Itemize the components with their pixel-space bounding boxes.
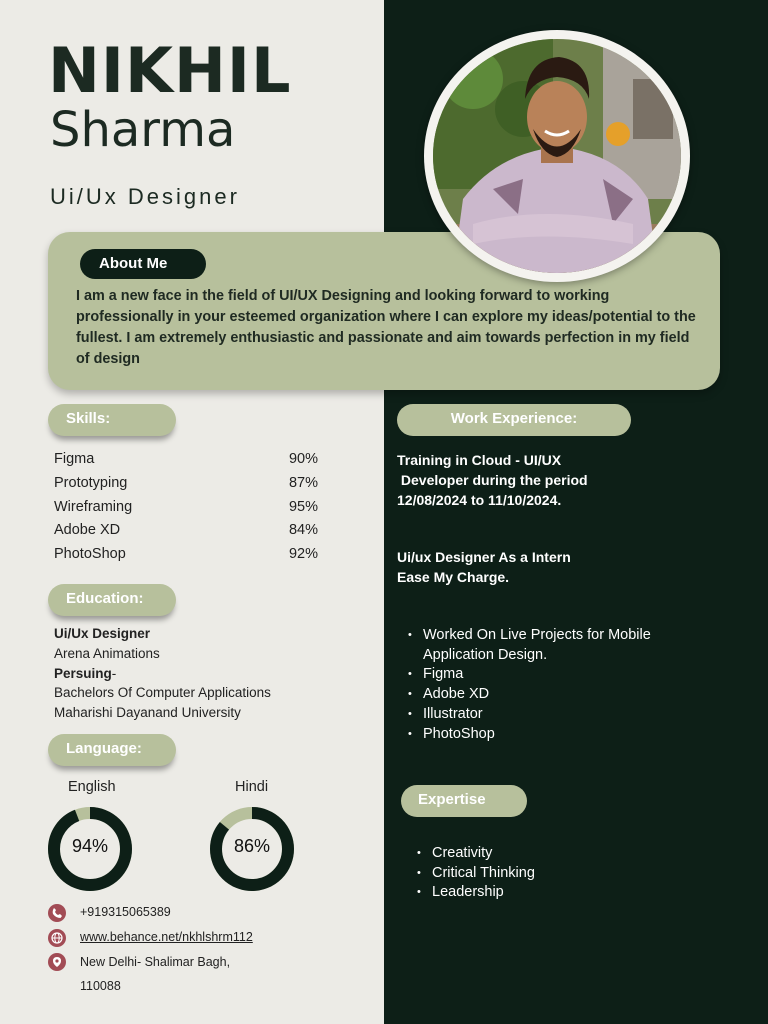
expertise-item: • Creativity — [417, 844, 535, 864]
profile-photo-frame — [424, 30, 690, 282]
job-title: Ui/Ux Designer — [50, 184, 240, 209]
phone-number: +919315065389 — [80, 905, 171, 919]
expertise-item: • Critical Thinking — [417, 864, 535, 884]
work-entry-2 — [397, 547, 571, 587]
education-heading: Education: — [48, 584, 176, 616]
education-degree: Bachelors Of Computer Applications — [54, 685, 271, 700]
skill-name: Prototyping — [54, 475, 128, 491]
language-name-hindi: Hindi — [235, 779, 269, 795]
skill-name: Adobe XD — [54, 522, 121, 538]
about-me-text: I am a new face in the field of UI/UX Designing and looking forward to working professionally in your esteemed organization where I can explore my ideas/potential to the fullest. I am extremely enthusiastic and passionate and aim towards perfection in my field of design — [76, 288, 696, 367]
education-university: Maharishi Dayanand University — [54, 705, 241, 720]
about-me-heading: About Me — [80, 249, 206, 279]
education-status: Persuing — [54, 666, 112, 681]
work-bullet-list — [408, 626, 651, 744]
globe-icon — [48, 929, 66, 947]
skills-heading: Skills: — [48, 404, 176, 436]
education-degree-title: Ui/Ux Designer — [54, 626, 151, 641]
work-experience-heading: Work Experience: — [397, 404, 631, 436]
skill-row — [54, 546, 318, 562]
work-bullet-item: • PhotoShop — [408, 725, 651, 745]
skill-percent: 84% — [288, 522, 318, 538]
skill-percent: 92% — [288, 546, 318, 562]
expertise-heading: Expertise — [401, 785, 527, 817]
skill-row — [54, 499, 318, 515]
education-status-line — [54, 666, 116, 681]
language-percent-hindi: 86% — [233, 836, 271, 856]
first-name: NIKHIL — [48, 34, 292, 107]
expertise-item: • Leadership — [417, 883, 535, 903]
skill-name: Figma — [54, 451, 95, 467]
website-link[interactable]: www.behance.net/nkhlshrm112 — [80, 930, 253, 944]
education-status-dash: - — [111, 666, 117, 681]
expertise-list — [417, 844, 535, 903]
skill-row — [54, 475, 318, 491]
address-line-2: 110088 — [80, 979, 121, 993]
phone-icon — [48, 904, 66, 922]
language-name-english: English — [68, 779, 116, 795]
skill-name: Wireframing — [54, 499, 133, 515]
work-bullet-item: • Adobe XD — [408, 685, 651, 705]
skill-percent: 87% — [288, 475, 318, 491]
skill-percent: 95% — [288, 499, 318, 515]
work-entry-line: Developer during the period — [397, 472, 588, 488]
work-entry-1 — [397, 450, 588, 510]
skill-row — [54, 451, 318, 467]
education-institute: Arena Animations — [54, 646, 160, 661]
last-name: Sharma — [50, 102, 236, 158]
work-bullet-item: • Illustrator — [408, 705, 651, 725]
skill-percent: 90% — [288, 451, 318, 467]
language-donut-english — [47, 806, 133, 892]
work-bullet-item: • Figma — [408, 665, 651, 685]
language-percent-english: 94% — [71, 836, 109, 856]
skill-name: PhotoShop — [54, 546, 126, 562]
skill-row — [54, 522, 318, 538]
work-entry-line: Ease My Charge. — [397, 569, 510, 585]
profile-photo — [433, 39, 681, 273]
location-icon — [48, 953, 66, 971]
language-donut-hindi — [209, 806, 295, 892]
work-entry-line: Ui/ux Designer As a Intern — [397, 549, 571, 565]
work-entry-line: 12/08/2024 to 11/10/2024. — [397, 492, 562, 508]
work-bullet-item: • Worked On Live Projects for Mobile Application Design. — [408, 626, 651, 665]
language-heading: Language: — [48, 734, 176, 766]
work-entry-line: Training in Cloud - UI/UX — [397, 452, 562, 468]
address-line-1: New Delhi- Shalimar Bagh, — [80, 955, 231, 969]
